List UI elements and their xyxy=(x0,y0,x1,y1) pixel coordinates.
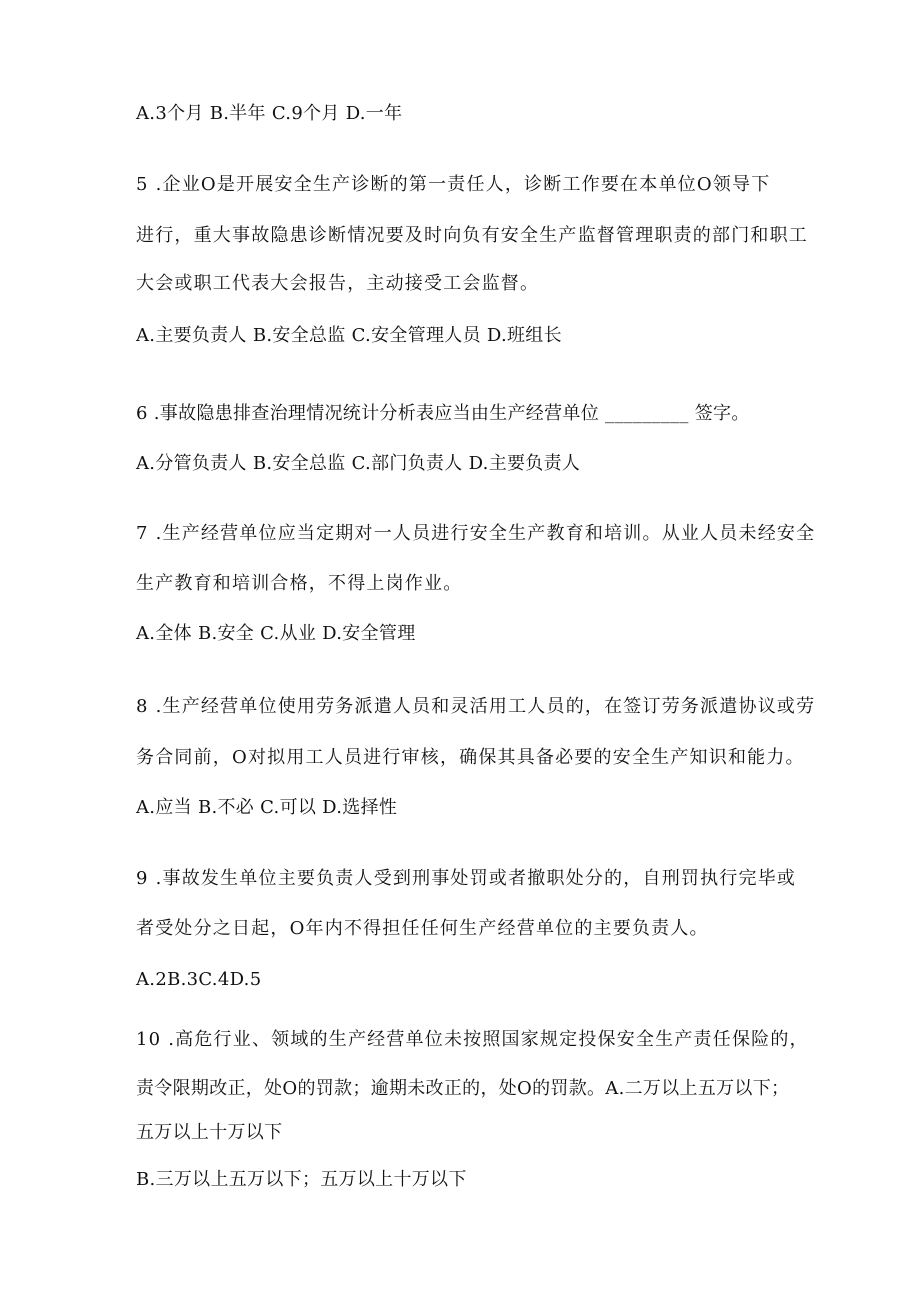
q5-options: A.主要负责人 B.安全总监 C.安全管理人员 D.班组长 xyxy=(136,325,562,346)
q5-text-line-1: 5 .企业O是开展安全生产诊断的第一责任人，诊断工作要在本单位O领导下 xyxy=(136,174,771,195)
q9-text-line-2: 者受处分之日起，O年内不得担任任何生产经营单位的主要负责人。 xyxy=(136,918,709,939)
q8-text-line-1: 8 .生产经营单位使用劳务派遣人员和灵活用工人员的，在签订劳务派遣协议或劳 xyxy=(136,696,816,717)
q7-text-line-2: 生产教育和培训合格，不得上岗作业。 xyxy=(136,573,463,594)
q10-option-b: B.三万以上五万以下；五万以上十万以下 xyxy=(136,1169,467,1190)
q6-options: A.分管负责人 B.安全总监 C.部门负责人 D.主要负责人 xyxy=(136,453,581,474)
q9-options: A.2B.3C.4D.5 xyxy=(136,969,262,990)
q4-options: A.3个月 B.半年 C.9个月 D.一年 xyxy=(136,103,403,124)
q7-options: A.全体 B.安全 C.从业 D.安全管理 xyxy=(136,623,416,644)
q10-text-line-2: 责令限期改正，处O的罚款；逾期未改正的，处O的罚款。A.二万以上五万以下； xyxy=(136,1078,790,1099)
q7-text-line-1: 7 .生产经营单位应当定期对一人员进行安全生产教育和培训。从业人员未经安全 xyxy=(136,523,816,544)
q10-option-a-continued: 五万以上十万以下 xyxy=(136,1122,283,1143)
q8-options: A.应当 B.不必 C.可以 D.选择性 xyxy=(136,797,398,818)
q5-text-line-3: 大会或职工代表大会报告，主动接受工会监督。 xyxy=(136,273,540,294)
q9-text-line-1: 9 .事故发生单位主要负责人受到刑事处罚或者撤职处分的，自刑罚执行完毕或 xyxy=(136,868,797,889)
q8-text-line-2: 务合同前，O对拟用工人员进行审核，确保其具备必要的安全生产知识和能力。 xyxy=(136,747,805,768)
q10-text-line-1: 10 .高危行业、领域的生产经营单位未按照国家规定投保安全生产责任保险的， xyxy=(136,1029,809,1050)
q6-text: 6 .事故隐患排查治理情况统计分析表应当由生产经营单位 _________ 签字。 xyxy=(136,403,750,424)
q5-text-line-2: 进行，重大事故隐患诊断情况要及时向负有安全生产监督管理职责的部门和职工 xyxy=(136,225,808,246)
